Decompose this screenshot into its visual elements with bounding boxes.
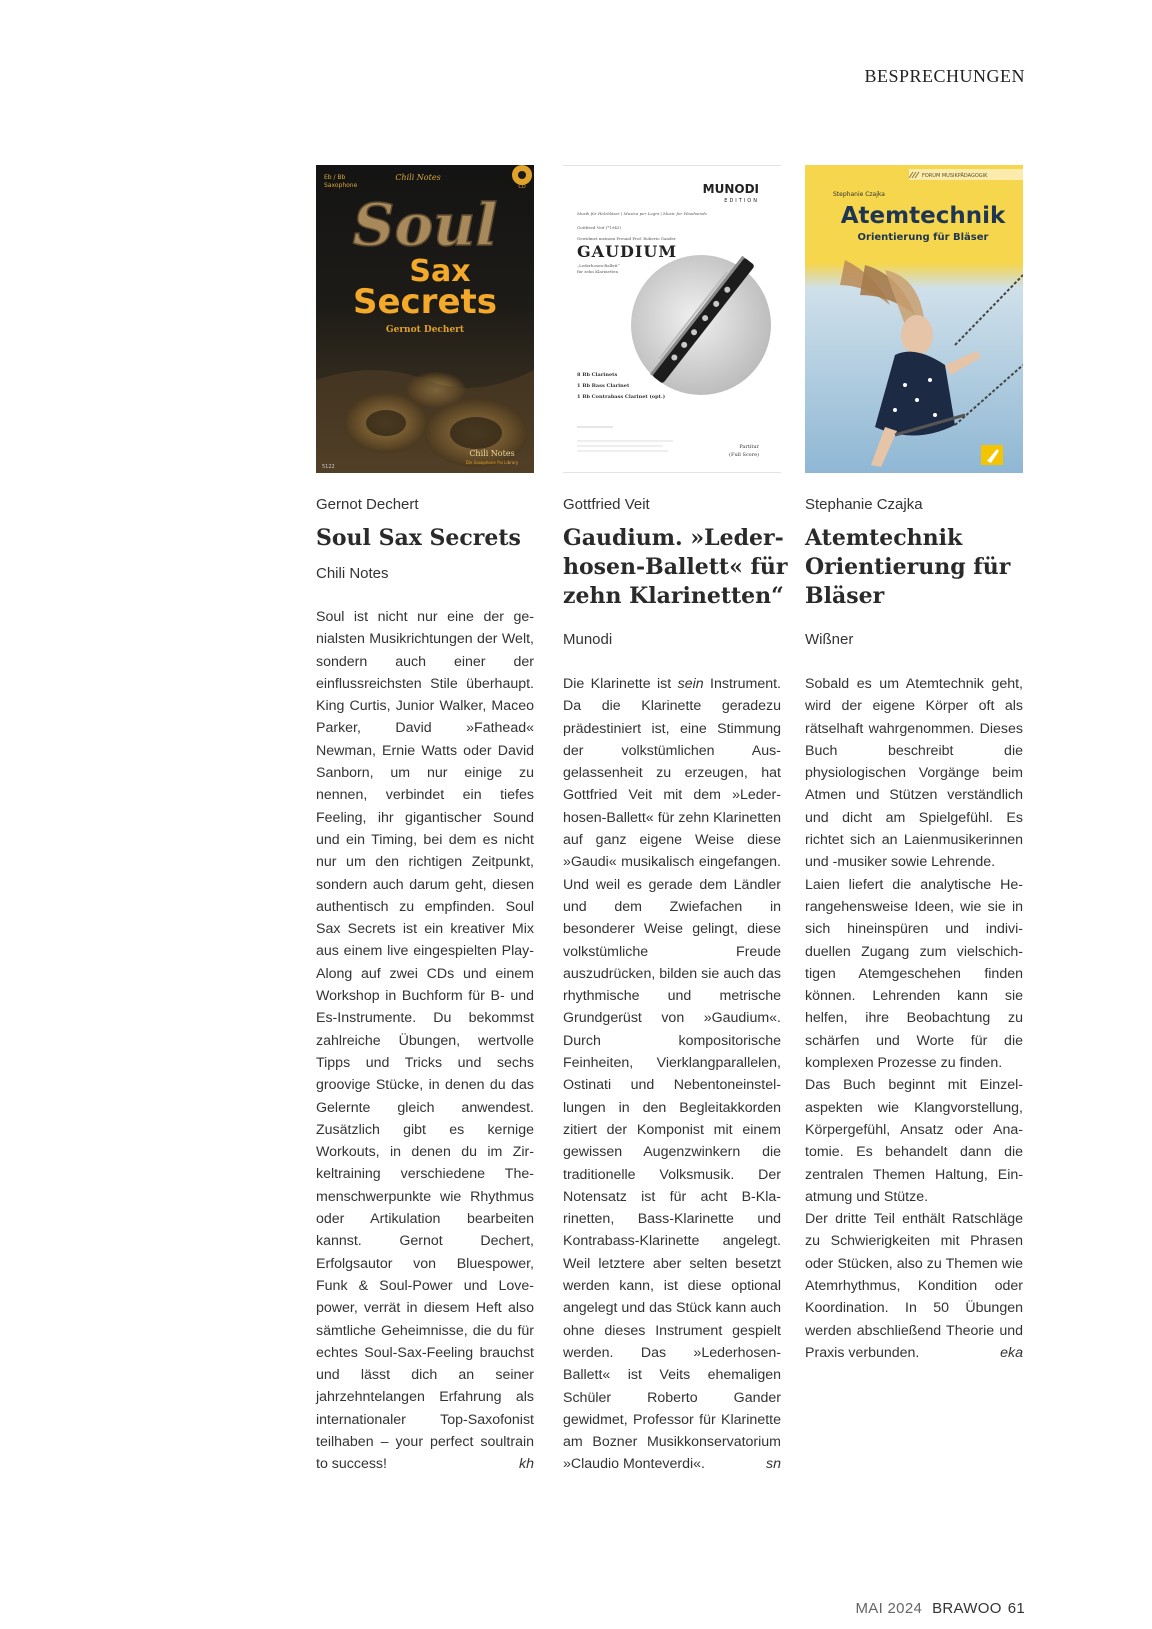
review-signature: sn	[766, 1456, 781, 1473]
review-signature: eka	[1000, 1344, 1023, 1361]
section-header: BESPRECHUNGEN	[864, 66, 1025, 86]
cover-work-sub: „Lederhosen-Ballett“	[577, 263, 620, 268]
cover-soul-sax-secrets	[316, 165, 534, 473]
cover-series: FORUM MUSIKPÄDAGOGIK	[922, 173, 988, 179]
review-body	[805, 673, 1023, 1364]
review-text: Soul ist nicht nur eine der genialsten Musikrichtungen der Welt, sondern auch einer der einflussreichsten Stile überhaupt. King Curtis, Junior Walker, Maceo Parker, David »Fathead« Newman, Ernie Watts oder David Sanborn, um nur einige zu nennen, verbindet ein tiefes Feeling, ihr gigantischer Sound und ein Timing, bei dem es nicht nur um den richtigen Zeitpunkt, sondern auch darum geht, diesen authentisch zu empfinden. Soul Sax Secrets ist ein kreativer Mix aus einem live eingespielten Play-Along auf zwei CDs und einem Workshop in Buchform für B- und Es-Instrumente. Du bekommst zahlreiche Übungen, wertvolle Tipps und Tricks und sechs groovige Stücke, in denen du das Gelernte gleich anwendest. Zusätzlich gibt es kernige Workouts, in denen du im Zirkeltraining verschiedene Themenschwerpunkte wie Rhythmus oder Artikulation bearbeiten kannst. Gernot Dechert, Erfolgsautor von Bluespower, Funk & Soul-Power und Lovepower, verrät in diesem Heft also sämtliche Geheimnisse, die du für echtes Soul-Sax-Feeling brauchst und lässt dich an seiner jahrzehntelangen Erfahrung als internationaler Top-Saxofonist teilhaben – your perfect soultrain to success!	[316, 609, 534, 1473]
cover-dedication: Gewidmet meinem Freund Prof. Roberto Gander	[577, 236, 676, 241]
review-body	[563, 673, 781, 1476]
footer-brand: BRAWOO	[932, 1600, 1002, 1617]
cover-author: Stephanie Czajka	[833, 191, 885, 198]
review-signature: kh	[519, 1456, 534, 1473]
review-paragraph: Laien liefert die analytische Herangehensweise Ideen, wie sie in sich hineinspüren und individuellen Zugang zum vielschichtigen Atemgeschehen finden können. Lehrenden kann sie helfen, ihre Beobachtung zu schärfen und Worte für die komplexen Prozesse zu finden.	[805, 876, 1023, 1072]
cover-work-sub: für zehn Klarinetten	[577, 269, 619, 274]
review-body	[316, 606, 534, 1476]
cover-composer: Gottfried Veit (*1943)	[577, 225, 622, 230]
page-number: 61	[1007, 1600, 1025, 1617]
cover-word: Secrets	[352, 282, 498, 322]
review-paragraph: Das Buch beginnt mit Einzelaspekten wie Klangvorstellung, Körpergefühl, Ansatz oder Anatomie. Es behandelt dann die zentralen Themen Haltung, Einatmung und Stütze.	[805, 1077, 1023, 1205]
cover-code: 5122	[322, 464, 335, 470]
review-paragraph: Sobald es um Atemtechnik geht, wird der eigene Körper oft als rätselhaft wahrgenommen. Dieses Buch beschreibt die physiologischen Vorgänge beim Atmen und Stützen verständlich und dicht am Spielgefühl. Es richtet sich an Laienmusikerinnen und -musiker sowie Lehrende.	[805, 676, 1023, 871]
cover-author: Gernot Dechert	[385, 325, 465, 335]
cover-instrument: 1 Bb Contrabass Clarinet (opt.)	[577, 394, 666, 400]
review-title: Atemtechnik Orientierung für Bläser	[805, 525, 1011, 609]
cover-word: Soul	[352, 191, 498, 259]
review-author: Gottfried Veit	[563, 496, 650, 513]
review-author: Gernot Dechert	[316, 496, 419, 513]
cover-brand: MUNODI	[702, 182, 759, 196]
cover-badge: CD	[518, 184, 526, 190]
review-title: Gaudium. »Lederhosen-Ballett« für zehn Klarinetten“	[563, 525, 788, 609]
review-title: Soul Sax Secrets	[316, 525, 521, 551]
cover-label: Saxophone	[324, 182, 358, 189]
cover-score: Partitur	[739, 444, 759, 450]
cover-score: (Full Score)	[729, 452, 759, 458]
review-author: Stephanie Czajka	[805, 496, 923, 513]
review-publisher: Munodi	[563, 631, 613, 648]
cover-atemtechnik	[805, 165, 1023, 473]
review-publisher: Chili Notes	[316, 565, 389, 582]
cover-series: Musik für Holzbläser | Musica per Legni | Music for Woodwinds	[577, 211, 707, 216]
cover-work: GAUDIUM	[577, 242, 678, 261]
cover-title: Atemtechnik	[840, 203, 1006, 229]
footer-month: MAI 2024	[855, 1600, 923, 1617]
cover-brand: Chili Notes	[469, 449, 515, 458]
review-text-emphasis: sein	[677, 676, 704, 692]
review-text: Der dritte Teil enthält Ratschläge zu Schwierigkeiten mit Phrasen oder Stücken, also zu Themen wie Atemrhythmus, Kondition oder Koordination. In 50 Übungen werden abschließend Theorie und Praxis verbunden.	[805, 1211, 1023, 1361]
cover-series: Chili Notes	[395, 173, 441, 182]
cover-brand-sub: Die Saxophone Pol Library	[465, 460, 519, 465]
cover-subtitle: Orientierung für Bläser	[857, 232, 989, 243]
cover-word: Sax	[409, 254, 471, 289]
cover-brand-sub: EDITION	[724, 198, 759, 204]
page-footer	[856, 1600, 1026, 1617]
cover-instrument: 8 Bb Clarinets	[577, 372, 618, 378]
review-publisher: Wißner	[805, 631, 854, 648]
review-text: Die Klarinette ist	[563, 676, 678, 692]
cover-label: Eb / Bb	[324, 174, 346, 181]
cover-instrument: 1 Bb Bass Clarinet	[577, 383, 630, 389]
review-text: Instrument. Da die Klarinette geradezu prädestiniert ist, eine Stimmung der volkstümlichen Ausgelassenheit zu erzeugen, hat Gottfried Veit mit dem »Lederhosen-Ballett« für zehn Klarinetten auf ganz eigene Weise diese »Gaudi« musikalisch eingefangen. Und weil es gerade dem Ländler und dem Zwiefachen in besonderer Weise gelingt, diese volkstümliche Freude auszudrücken, bilden sie auch das rhythmische und metrische Grundgerüst von »Gaudium«. Durch kompositorische Feinheiten, Vierklangparallelen, Ostinati und Nebentoneinstellungen in den Begleitakkorden zitiert der Komponist mit einem gewissen Augenzwinkern die traditionelle Volksmusik. Der Notensatz ist für acht B-Klarinetten, Bass-Klarinette und Kontrabass-Klarinette angelegt. Weil letztere aber selten besetzt werden kann, ist diese optional angelegt und das Stück kann auch ohne dieses Instrument gespielt werden. Das »Lederhosen-Ballett« ist Veits ehemaligen Schüler Roberto Gander gewidmet, Professor für Klarinette am Bozner Musikkonservatorium »Claudio Monteverdi«.	[563, 676, 781, 1473]
cover-gaudium	[563, 165, 781, 473]
